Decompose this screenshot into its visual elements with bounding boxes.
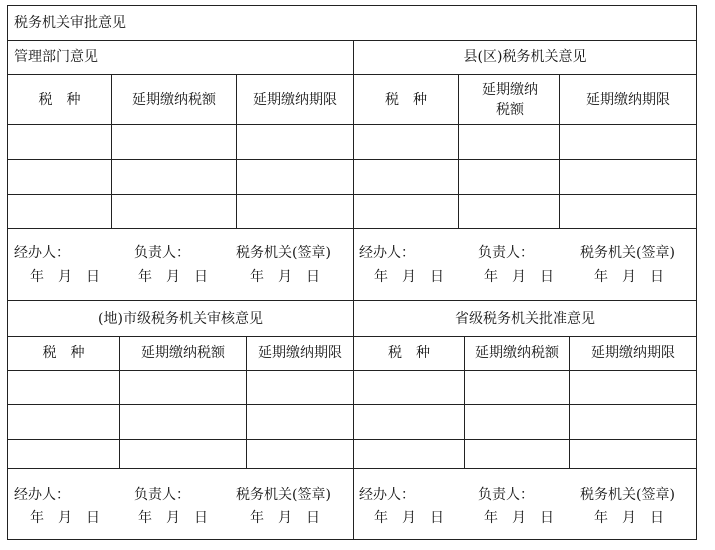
title-divider — [8, 40, 696, 41]
date-line: 年 月 日 — [594, 510, 664, 526]
mid-divider — [8, 300, 696, 301]
header-deferred-period: 延期缴纳期限 — [258, 345, 342, 361]
seal-label: 税务机关(签章) — [236, 245, 331, 261]
handler-label: 经办人： — [14, 245, 70, 261]
principal-label: 负责人： — [478, 245, 534, 261]
row-divider-top-3 — [8, 228, 696, 229]
date-line: 年 月 日 — [594, 269, 664, 285]
date-line: 年 月 日 — [250, 269, 320, 285]
header-deferred-amount: 延期缴纳税额 — [482, 82, 538, 118]
header-deferred-amount: 延期缴纳税额 — [132, 92, 216, 108]
header-divider-bottom — [8, 370, 696, 371]
header-tax-type: 税 种 — [388, 345, 430, 361]
section-title-province: 省级税务机关批准意见 — [455, 311, 595, 327]
header-deferred-amount: 延期缴纳税额 — [141, 345, 225, 361]
date-line: 年 月 日 — [30, 269, 100, 285]
col-divider — [458, 74, 459, 228]
principal-label: 负责人： — [134, 245, 190, 261]
date-line: 年 月 日 — [138, 510, 208, 526]
section-title-management: 管理部门意见 — [14, 49, 98, 65]
section-title-city: (地)市级税务机关审核意见 — [98, 311, 263, 327]
date-line: 年 月 日 — [484, 269, 554, 285]
header-tax-type: 税 种 — [385, 92, 427, 108]
date-line: 年 月 日 — [374, 510, 444, 526]
row-divider-bottom-3 — [8, 468, 696, 469]
handler-label: 经办人： — [14, 487, 70, 503]
header-tax-type: 税 种 — [38, 92, 81, 108]
principal-label: 负责人： — [478, 487, 534, 503]
header-deferred-period: 延期缴纳期限 — [253, 92, 337, 108]
header-tax-type: 税 种 — [42, 345, 85, 361]
seal-label: 税务机关(签章) — [580, 245, 675, 261]
header-deferred-period: 延期缴纳期限 — [586, 92, 670, 108]
principal-label: 负责人： — [134, 487, 190, 503]
seal-label: 税务机关(签章) — [236, 487, 331, 503]
row-divider-bottom-1 — [8, 404, 696, 405]
header-deferred-period: 延期缴纳期限 — [591, 345, 675, 361]
handler-label: 经办人： — [359, 245, 415, 261]
handler-label: 经办人： — [359, 487, 415, 503]
row-divider-bottom-2 — [8, 439, 696, 440]
date-line: 年 月 日 — [30, 510, 100, 526]
form-title: 税务机关审批意见 — [14, 15, 126, 31]
section-title-divider-bottom — [8, 336, 696, 337]
center-divider — [353, 40, 354, 539]
seal-label: 税务机关(签章) — [580, 487, 675, 503]
date-line: 年 月 日 — [250, 510, 320, 526]
header-deferred-amount: 延期缴纳税额 — [475, 345, 559, 361]
date-line: 年 月 日 — [484, 510, 554, 526]
approval-form — [7, 5, 697, 540]
date-line: 年 月 日 — [138, 269, 208, 285]
date-line: 年 月 日 — [374, 269, 444, 285]
section-title-county: 县(区)税务机关意见 — [463, 49, 587, 65]
